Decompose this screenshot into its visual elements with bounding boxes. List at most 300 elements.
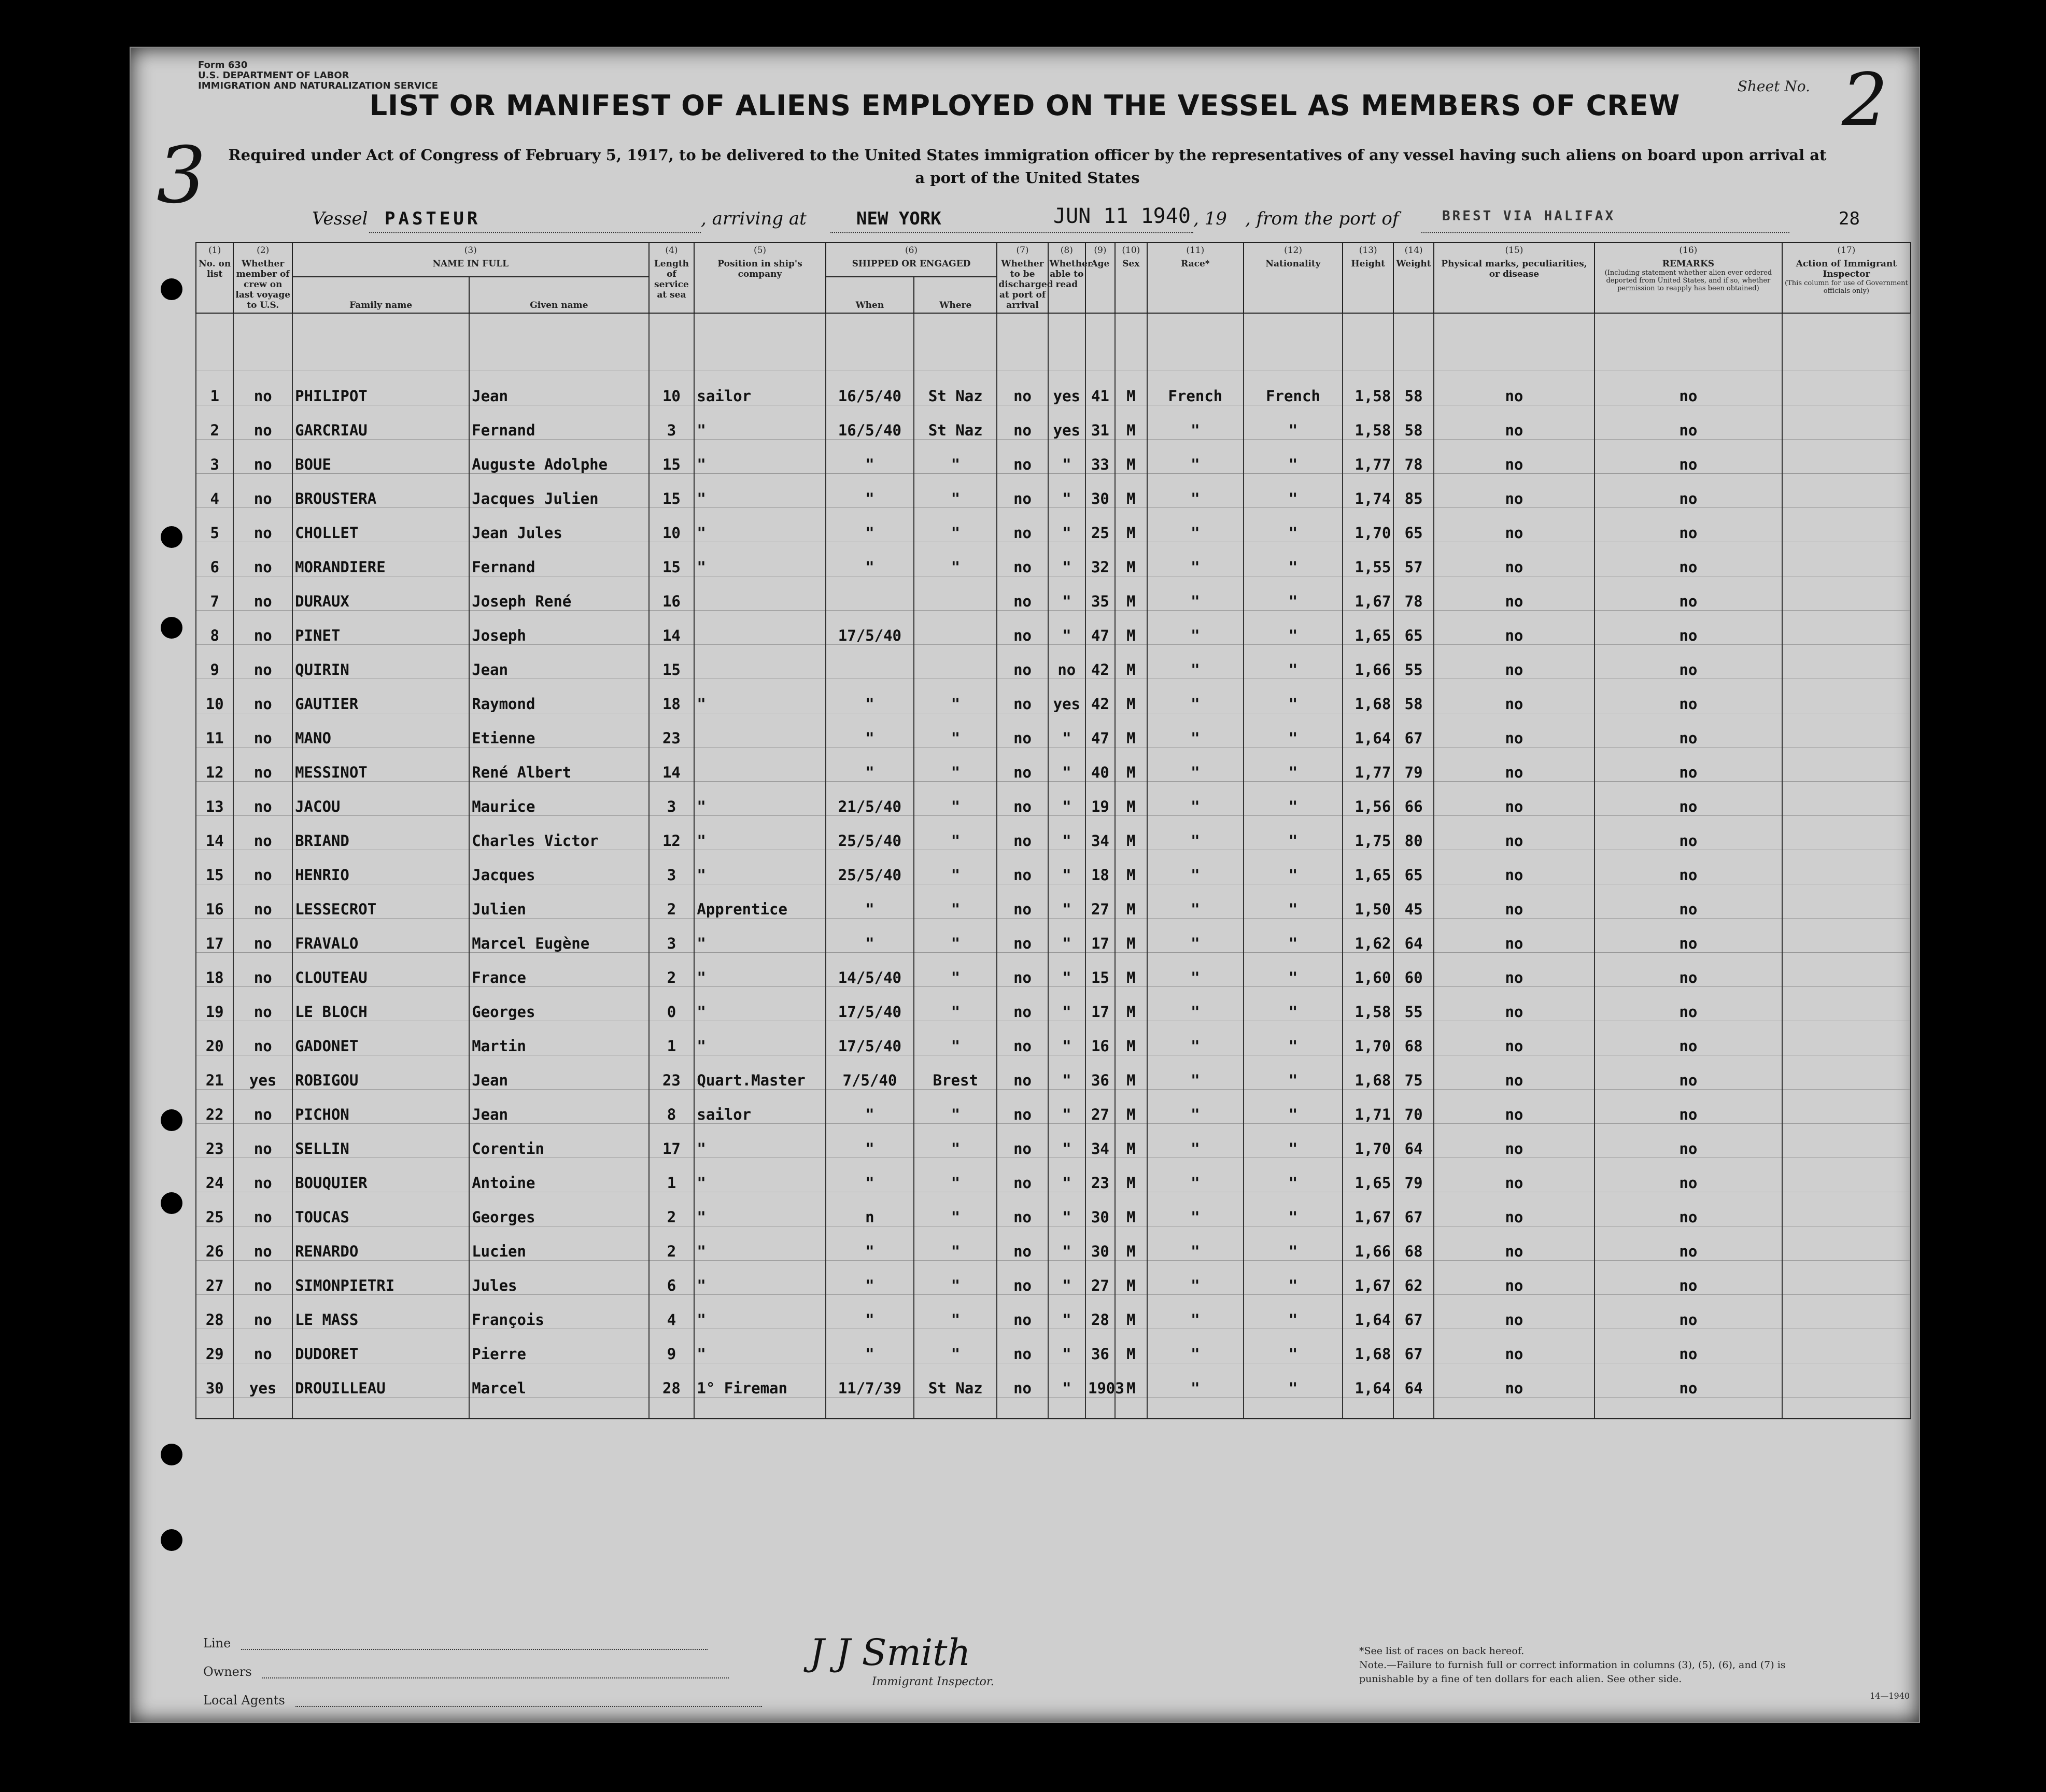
cell-prev: no: [233, 645, 292, 679]
cell-prev: no: [233, 782, 292, 816]
cell-height: 1,74: [1343, 474, 1393, 508]
cell-race: French: [1147, 371, 1244, 405]
cell-sex: M: [1115, 713, 1147, 747]
punch-hole: [161, 1529, 182, 1551]
cell-height: 1,67: [1343, 1261, 1393, 1295]
cell-given: Charles Victor: [469, 816, 648, 850]
cell-weight: 85: [1393, 474, 1434, 508]
cell-service: 9: [649, 1329, 695, 1363]
cell-position: [694, 747, 825, 782]
cell-discharged: no: [997, 542, 1048, 576]
cell-service: 2: [649, 884, 695, 919]
cell-nationality: ": [1244, 919, 1343, 953]
cell-height: 1,58: [1343, 405, 1393, 440]
cell-read: ": [1048, 884, 1085, 919]
col-header-5: (5) Position in ship's company: [694, 243, 825, 313]
cell-sex: M: [1115, 405, 1147, 440]
cell-service: 17: [649, 1124, 695, 1158]
cell-nationality: ": [1244, 884, 1343, 919]
cell-age: 35: [1085, 576, 1115, 611]
cell-race: ": [1147, 1329, 1244, 1363]
cell-family: JACOU: [292, 782, 469, 816]
cell-given: Jean Jules: [469, 508, 648, 542]
footer-fields: [203, 1629, 762, 1714]
cell-remarks: no: [1595, 816, 1782, 850]
table-row: [196, 1295, 1911, 1329]
cell-race: ": [1147, 474, 1244, 508]
cell-nationality: ": [1244, 1021, 1343, 1055]
page-count: 28: [1839, 208, 1860, 229]
cell-remarks: no: [1595, 1158, 1782, 1192]
cell-race: ": [1147, 884, 1244, 919]
cell-remarks: no: [1595, 1295, 1782, 1329]
cell-where: ": [914, 474, 997, 508]
cell-when: 7/5/40: [826, 1055, 914, 1090]
cell-service: 28: [649, 1363, 695, 1398]
cell-position: ": [694, 508, 825, 542]
date-stamp: JUN 11 1940: [1053, 204, 1191, 228]
cell-nationality: ": [1244, 645, 1343, 679]
cell-family: TOUCAS: [292, 1192, 469, 1226]
cell-read: ": [1048, 1090, 1085, 1124]
cell-race: ": [1147, 747, 1244, 782]
cell-where: ": [914, 679, 997, 713]
cell-height: 1,70: [1343, 508, 1393, 542]
table-row: [196, 850, 1911, 884]
cell-discharged: no: [997, 782, 1048, 816]
cell-nationality: ": [1244, 782, 1343, 816]
cell-given: Fernand: [469, 542, 648, 576]
cell-discharged: no: [997, 1261, 1048, 1295]
cell-discharged: no: [997, 1329, 1048, 1363]
table-row: [196, 782, 1911, 816]
cell-race: ": [1147, 440, 1244, 474]
cell-when: ": [826, 508, 914, 542]
cell-discharged: no: [997, 747, 1048, 782]
table-row: [196, 1124, 1911, 1158]
cell-n: 29: [196, 1329, 233, 1363]
cell-marks: no: [1434, 1295, 1595, 1329]
col-header-12: (12) Nationality: [1244, 243, 1343, 313]
cell-n: 28: [196, 1295, 233, 1329]
race-note: *See list of races on back hereof.: [1359, 1645, 1525, 1657]
cell-race: ": [1147, 1021, 1244, 1055]
cell-when: 17/5/40: [826, 611, 914, 645]
table-row: [196, 747, 1911, 782]
cell-given: Joseph: [469, 611, 648, 645]
cell-n: 10: [196, 679, 233, 713]
cell-discharged: no: [997, 440, 1048, 474]
cell-read: ": [1048, 1261, 1085, 1295]
table-row: [196, 884, 1911, 919]
cell-height: 1,68: [1343, 679, 1393, 713]
cell-sex: M: [1115, 782, 1147, 816]
cell-prev: no: [233, 747, 292, 782]
blank-row: [196, 1398, 1911, 1419]
cell-marks: no: [1434, 782, 1595, 816]
col-header-7: (7) Whether to be discharged at port of arrival: [997, 243, 1048, 313]
cell-marks: no: [1434, 884, 1595, 919]
cell-discharged: no: [997, 987, 1048, 1021]
cell-position: ": [694, 1021, 825, 1055]
cell-given: Joseph René: [469, 576, 648, 611]
cell-race: ": [1147, 405, 1244, 440]
cell-when: 14/5/40: [826, 953, 914, 987]
cell-family: FRAVALO: [292, 919, 469, 953]
cell-where: ": [914, 987, 997, 1021]
cell-read: ": [1048, 1192, 1085, 1226]
cell-where: ": [914, 919, 997, 953]
cell-discharged: no: [997, 1192, 1048, 1226]
cell-when: ": [826, 1295, 914, 1329]
cell-when: ": [826, 1124, 914, 1158]
cell-service: 2: [649, 953, 695, 987]
cell-prev: no: [233, 576, 292, 611]
col-header-2: (2) Whether member of crew on last voyage to U.S.: [233, 243, 292, 313]
arriving-label: , arriving at: [701, 208, 807, 229]
cell-race: ": [1147, 611, 1244, 645]
cell-read: ": [1048, 1055, 1085, 1090]
cell-family: DROUILLEAU: [292, 1363, 469, 1398]
form-number-block: [198, 60, 438, 91]
table-row: [196, 542, 1911, 576]
cell-where: [914, 645, 997, 679]
col-header-16: (16) REMARKS (Including statement whether alien ever ordered deported from United States, and if so, whether permission to reapply has been obtained): [1595, 243, 1782, 313]
cell-nationality: ": [1244, 542, 1343, 576]
cell-marks: no: [1434, 1363, 1595, 1398]
cell-remarks: no: [1595, 645, 1782, 679]
cell-when: ": [826, 1261, 914, 1295]
cell-service: 4: [649, 1295, 695, 1329]
cell-remarks: no: [1595, 1226, 1782, 1261]
punch-hole: [161, 1444, 182, 1465]
cell-position: Quart.Master: [694, 1055, 825, 1090]
cell-read: ": [1048, 611, 1085, 645]
cell-n: 16: [196, 884, 233, 919]
cell-given: Julien: [469, 884, 648, 919]
cell-age: 30: [1085, 1192, 1115, 1226]
cell-read: ": [1048, 816, 1085, 850]
cell-race: ": [1147, 1158, 1244, 1192]
cell-position: [694, 713, 825, 747]
cell-position: ": [694, 1295, 825, 1329]
cell-when: 16/5/40: [826, 371, 914, 405]
cell-height: 1,58: [1343, 987, 1393, 1021]
cell-race: ": [1147, 1192, 1244, 1226]
cell-nationality: ": [1244, 953, 1343, 987]
cell-discharged: no: [997, 1363, 1048, 1398]
cell-n: 13: [196, 782, 233, 816]
cell-read: ": [1048, 542, 1085, 576]
cell-read: ": [1048, 440, 1085, 474]
cell-height: 1,70: [1343, 1124, 1393, 1158]
cell-read: ": [1048, 747, 1085, 782]
cell-height: 1,67: [1343, 1192, 1393, 1226]
cell-when: ": [826, 1158, 914, 1192]
cell-n: 17: [196, 919, 233, 953]
cell-age: 32: [1085, 542, 1115, 576]
cell-where: ": [914, 782, 997, 816]
cell-sex: M: [1115, 1226, 1147, 1261]
cell-marks: no: [1434, 1192, 1595, 1226]
cell-where: ": [914, 884, 997, 919]
cell-remarks: no: [1595, 542, 1782, 576]
cell-marks: no: [1434, 1124, 1595, 1158]
cell-sex: M: [1115, 474, 1147, 508]
cell-given: Jean: [469, 1090, 648, 1124]
cell-inspector-action: [1782, 508, 1911, 542]
cell-remarks: no: [1595, 508, 1782, 542]
cell-age: 17: [1085, 919, 1115, 953]
cell-nationality: ": [1244, 1329, 1343, 1363]
cell-family: BOUQUIER: [292, 1158, 469, 1192]
cell-race: ": [1147, 782, 1244, 816]
cell-read: ": [1048, 1295, 1085, 1329]
cell-service: 15: [649, 440, 695, 474]
cell-weight: 58: [1393, 405, 1434, 440]
cell-marks: no: [1434, 542, 1595, 576]
cell-inspector-action: [1782, 1055, 1911, 1090]
cell-family: GAUTIER: [292, 679, 469, 713]
cell-n: 15: [196, 850, 233, 884]
cell-discharged: no: [997, 1090, 1048, 1124]
cell-discharged: no: [997, 508, 1048, 542]
cell-nationality: ": [1244, 1363, 1343, 1398]
cell-n: 14: [196, 816, 233, 850]
cell-sex: M: [1115, 542, 1147, 576]
cell-when: ": [826, 1226, 914, 1261]
cell-when: ": [826, 884, 914, 919]
cell-age: 27: [1085, 1090, 1115, 1124]
form-code: 14—1940: [1870, 1691, 1910, 1701]
cell-given: Jacques: [469, 850, 648, 884]
cell-inspector-action: [1782, 816, 1911, 850]
cell-sex: M: [1115, 953, 1147, 987]
cell-given: Jules: [469, 1261, 648, 1295]
cell-weight: 67: [1393, 1329, 1434, 1363]
cell-nationality: ": [1244, 440, 1343, 474]
cell-discharged: no: [997, 919, 1048, 953]
table-row: [196, 1021, 1911, 1055]
cell-sex: M: [1115, 440, 1147, 474]
col-header-8: (8) Whether able to read: [1048, 243, 1085, 313]
cell-n: 4: [196, 474, 233, 508]
cell-weight: 60: [1393, 953, 1434, 987]
cell-where: ": [914, 816, 997, 850]
cell-marks: no: [1434, 508, 1595, 542]
cell-marks: no: [1434, 1158, 1595, 1192]
table-row: [196, 611, 1911, 645]
cell-weight: 65: [1393, 508, 1434, 542]
cell-weight: 67: [1393, 1192, 1434, 1226]
cell-given: Auguste Adolphe: [469, 440, 648, 474]
cell-read: ": [1048, 508, 1085, 542]
cell-age: 47: [1085, 611, 1115, 645]
cell-weight: 64: [1393, 919, 1434, 953]
cell-age: 17: [1085, 987, 1115, 1021]
cell-weight: 55: [1393, 645, 1434, 679]
cell-race: ": [1147, 1363, 1244, 1398]
cell-height: 1,64: [1343, 713, 1393, 747]
table-row: [196, 1090, 1911, 1124]
table-row: [196, 405, 1911, 440]
table-row: [196, 440, 1911, 474]
cell-nationality: ": [1244, 1124, 1343, 1158]
table-row: [196, 1329, 1911, 1363]
col-header-where: Where: [914, 277, 997, 313]
cell-prev: no: [233, 1124, 292, 1158]
punch-hole: [161, 278, 182, 300]
cell-race: ": [1147, 679, 1244, 713]
cell-height: 1,66: [1343, 1226, 1393, 1261]
cell-discharged: no: [997, 816, 1048, 850]
cell-inspector-action: [1782, 474, 1911, 508]
cell-age: 19: [1085, 782, 1115, 816]
cell-prev: no: [233, 474, 292, 508]
cell-position: sailor: [694, 371, 825, 405]
cell-remarks: no: [1595, 371, 1782, 405]
cell-where: ": [914, 1192, 997, 1226]
cell-position: ": [694, 679, 825, 713]
line-label: Line: [203, 1635, 231, 1650]
col-header-given-name: Given name: [469, 277, 648, 313]
cell-where: ": [914, 1329, 997, 1363]
cell-weight: 70: [1393, 1090, 1434, 1124]
cell-inspector-action: [1782, 1021, 1911, 1055]
from-port-label: , from the port of: [1245, 208, 1399, 229]
cell-given: Jean: [469, 645, 648, 679]
cell-when: 16/5/40: [826, 405, 914, 440]
cell-discharged: no: [997, 611, 1048, 645]
cell-remarks: no: [1595, 850, 1782, 884]
crew-table: [195, 242, 1911, 1419]
cell-sex: M: [1115, 1261, 1147, 1295]
cell-age: 42: [1085, 679, 1115, 713]
cell-race: ": [1147, 576, 1244, 611]
cell-family: BROUSTERA: [292, 474, 469, 508]
cell-age: 28: [1085, 1295, 1115, 1329]
cell-family: PINET: [292, 611, 469, 645]
cell-service: 14: [649, 747, 695, 782]
cell-n: 6: [196, 542, 233, 576]
cell-read: ": [1048, 987, 1085, 1021]
col-header-3: (3) NAME IN FULL: [292, 243, 648, 277]
cell-height: 1,68: [1343, 1329, 1393, 1363]
cell-age: 30: [1085, 474, 1115, 508]
cell-read: yes: [1048, 405, 1085, 440]
cell-nationality: ": [1244, 508, 1343, 542]
cell-service: 18: [649, 679, 695, 713]
cell-age: 36: [1085, 1329, 1115, 1363]
cell-race: ": [1147, 1226, 1244, 1261]
cell-height: 1,50: [1343, 884, 1393, 919]
table-row: [196, 508, 1911, 542]
cell-weight: 55: [1393, 987, 1434, 1021]
cell-height: 1,64: [1343, 1295, 1393, 1329]
cell-position: Apprentice: [694, 884, 825, 919]
cell-sex: M: [1115, 850, 1147, 884]
table-row: [196, 816, 1911, 850]
cell-where: St Naz: [914, 405, 997, 440]
cell-discharged: no: [997, 884, 1048, 919]
cell-prev: no: [233, 987, 292, 1021]
cell-marks: no: [1434, 1329, 1595, 1363]
cell-prev: no: [233, 953, 292, 987]
cell-nationality: ": [1244, 1226, 1343, 1261]
cell-discharged: no: [997, 850, 1048, 884]
cell-position: ": [694, 1158, 825, 1192]
cell-when: [826, 576, 914, 611]
cell-n: 8: [196, 611, 233, 645]
cell-position: ": [694, 542, 825, 576]
col-header-13: (13) Height: [1343, 243, 1393, 313]
cell-service: 15: [649, 645, 695, 679]
cell-discharged: no: [997, 1226, 1048, 1261]
table-row: [196, 919, 1911, 953]
cell-service: 3: [649, 405, 695, 440]
cell-service: 2: [649, 1192, 695, 1226]
cell-when: 17/5/40: [826, 987, 914, 1021]
cell-when: [826, 645, 914, 679]
cell-when: 25/5/40: [826, 816, 914, 850]
cell-position: ": [694, 440, 825, 474]
sheet-number-value: 2: [1841, 58, 1888, 143]
cell-service: 15: [649, 542, 695, 576]
year-label: , 19: [1193, 208, 1227, 229]
cell-service: 23: [649, 713, 695, 747]
cell-nationality: ": [1244, 679, 1343, 713]
cell-marks: no: [1434, 679, 1595, 713]
cell-prev: no: [233, 1295, 292, 1329]
cell-height: 1,60: [1343, 953, 1393, 987]
cell-family: GARCRIAU: [292, 405, 469, 440]
owners-label: Owners: [203, 1664, 252, 1679]
cell-service: 15: [649, 474, 695, 508]
cell-given: René Albert: [469, 747, 648, 782]
cell-remarks: no: [1595, 1329, 1782, 1363]
penalty-note: Note.—Failure to furnish full or correct information in columns (3), (5), (6), and (7) is punishable by a fine of ten dollars for each alien. See other side.: [1359, 1659, 1786, 1685]
cell-where: ": [914, 1021, 997, 1055]
cell-height: 1,65: [1343, 611, 1393, 645]
cell-where: ": [914, 1090, 997, 1124]
sheet-number-label: Sheet No.: [1737, 78, 1810, 95]
cell-marks: no: [1434, 747, 1595, 782]
cell-prev: no: [233, 371, 292, 405]
cell-read: ": [1048, 850, 1085, 884]
cell-where: ": [914, 850, 997, 884]
cell-discharged: no: [997, 1021, 1048, 1055]
cell-position: [694, 611, 825, 645]
cell-nationality: ": [1244, 1158, 1343, 1192]
cell-where: [914, 611, 997, 645]
cell-service: 6: [649, 1261, 695, 1295]
cell-weight: 65: [1393, 850, 1434, 884]
cell-inspector-action: [1782, 987, 1911, 1021]
cell-position: ": [694, 816, 825, 850]
cell-marks: no: [1434, 474, 1595, 508]
table-row: [196, 713, 1911, 747]
cell-nationality: ": [1244, 713, 1343, 747]
cell-n: 25: [196, 1192, 233, 1226]
cell-nationality: ": [1244, 405, 1343, 440]
cell-race: ": [1147, 1261, 1244, 1295]
cell-where: ": [914, 1295, 997, 1329]
cell-discharged: no: [997, 576, 1048, 611]
cell-inspector-action: [1782, 1363, 1911, 1398]
cell-discharged: no: [997, 1055, 1048, 1090]
cell-when: ": [826, 474, 914, 508]
cell-prev: yes: [233, 1055, 292, 1090]
